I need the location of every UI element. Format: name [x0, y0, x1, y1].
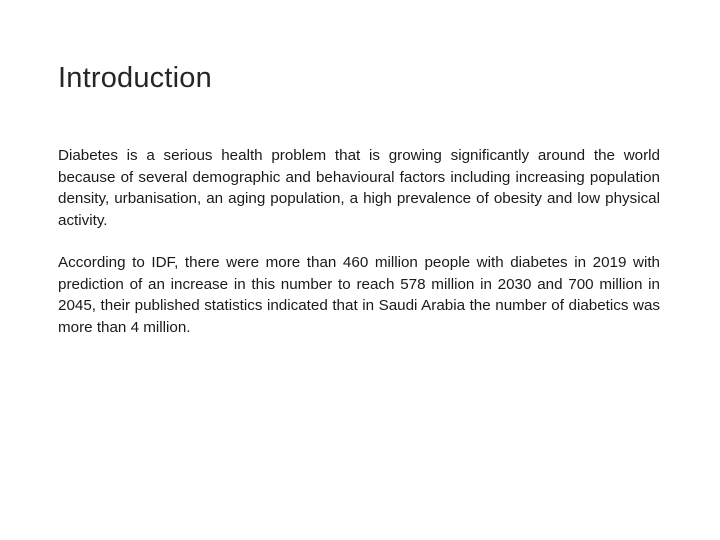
slide-title: Introduction [58, 62, 212, 94]
paragraph-diabetes-overview: Diabetes is a serious health problem that is growing significantly around the world because of several demographic and behavioural factors including increasing population density, urbanisation, an aging population, a high prevalence of obesity and low physical activity. [58, 147, 660, 229]
paragraph-idf-statistics: According to IDF, there were more than 460 million people with diabetes in 2019 with prediction of an increase in this number to reach 578 million in 2030 and 700 million in 2045, their published statistics indicated that in Saudi Arabia the number of diabetics was more than 4 million. [58, 254, 660, 336]
slide-body [58, 145, 660, 338]
